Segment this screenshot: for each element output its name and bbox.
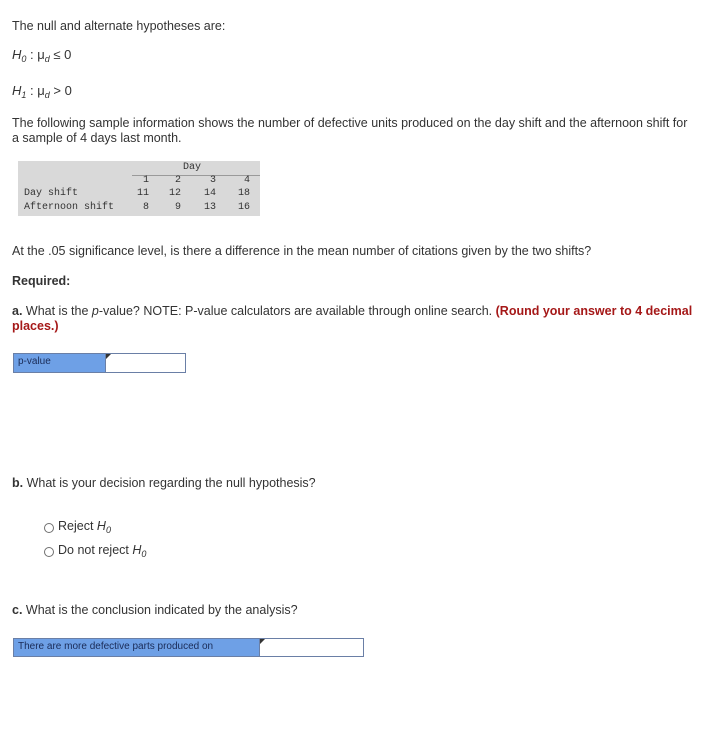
required-label: Required: [12,274,71,288]
table-col-2: 2 [174,175,181,186]
pvalue-label: p-value [13,353,106,373]
table-cell: 12 [168,188,181,199]
question-text: At the .05 significance level, is there a difference in the mean number of citations given by the two shifts? [12,244,592,258]
conclusion-input[interactable] [260,638,364,657]
h1-letter: H [12,83,22,98]
table-row-label: Afternoon shift [24,202,115,213]
part-c-question [12,602,298,618]
part-a-prefix: a. [12,304,23,318]
data-table [18,161,260,216]
radio-text: Do not reject [58,543,133,557]
h0-letter: H [12,47,22,62]
part-b-text: What is your decision regarding the null hypothesis? [23,476,316,490]
h0-d: d [44,54,50,64]
radio-h: H [132,543,142,557]
radio-label [58,518,111,538]
intro-text: The null and alternate hypotheses are: [12,19,226,33]
conclusion-label: There are more defective parts produced on [13,638,260,657]
alternate-hypothesis [12,83,72,100]
part-a-text-after: -value? NOTE: P-value calculators are available through online search. [98,304,496,318]
part-a-text-before: What is the [22,304,92,318]
part-c-prefix: c. [12,603,23,617]
table-cell: 14 [203,188,216,199]
h1-mid: : μ [26,83,45,98]
h0-rel: ≤ 0 [49,47,72,62]
radio-button[interactable] [44,523,54,533]
table-row-label: Day shift [24,188,79,199]
description-line-1: The following sample information shows the number of defective units produced on the day shift and the afternoon shift for [12,116,688,130]
h0-mid: : μ [26,47,45,62]
radio-button[interactable] [44,547,54,557]
pvalue-input[interactable] [106,353,186,373]
table-cell: 11 [136,188,149,199]
null-hypothesis [12,47,71,64]
part-c-text: What is the conclusion indicated by the analysis? [22,603,298,617]
radio-reject[interactable] [44,518,111,538]
h1-d: d [44,90,50,100]
round-note-2: places.) [12,319,59,333]
radio-do-not-reject[interactable] [44,542,146,562]
table-cell: 8 [142,202,149,213]
part-b-prefix: b. [12,476,24,490]
part-b-question [12,475,316,491]
input-marker-icon [260,639,265,644]
table-col-1: 1 [142,175,149,186]
part-a-p: p [91,304,99,318]
round-note-1: (Round your answer to 4 decimal [495,304,693,318]
table-cell: 16 [237,202,250,213]
h1-sub: 1 [21,90,27,100]
h0-sub: 0 [21,54,27,64]
part-a-question [12,303,702,319]
table-cell: 18 [237,188,250,199]
input-marker-icon [106,354,111,359]
radio-text: Reject [58,519,97,533]
table-cell: 9 [174,202,181,213]
description-line-2: a sample of 4 days last month. [12,131,182,145]
table-col-3: 3 [209,175,216,186]
h1-rel: > 0 [49,83,72,98]
radio-sub: 0 [141,549,147,559]
radio-label [58,542,146,562]
radio-sub: 0 [105,525,111,535]
table-cell: 13 [203,202,216,213]
table-group-header: Day [183,162,202,173]
table-col-4: 4 [243,175,250,186]
radio-h: H [96,519,106,533]
